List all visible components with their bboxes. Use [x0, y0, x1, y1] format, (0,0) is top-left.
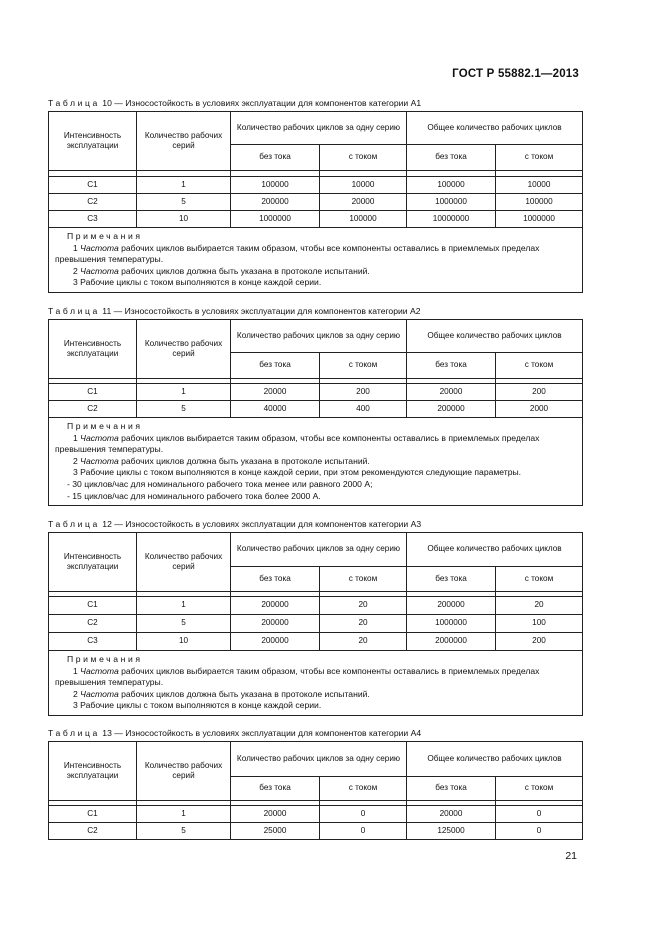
cell: 25000 — [231, 823, 320, 840]
cell: С2 — [49, 194, 137, 211]
header-series-count: Количество рабочих серий — [137, 742, 231, 801]
table-caption — [48, 98, 421, 108]
cell: 20000 — [320, 194, 407, 211]
header-series-count: Количество рабочих серий — [137, 320, 231, 379]
header-cycles-per-series: Количество рабочих циклов за одну серию — [231, 320, 407, 353]
header-with-current: с током — [496, 145, 583, 171]
notes-title: Примечания — [67, 421, 143, 431]
cell: 200 — [320, 384, 407, 401]
table-11 — [48, 319, 583, 506]
cell: С1 — [49, 806, 137, 823]
cell: 20 — [320, 633, 407, 651]
table-row — [49, 806, 583, 823]
caption-text: 12 — Износостойкость в условиях эксплуатации для компонентов категории А3 — [102, 519, 422, 529]
cell: С2 — [49, 823, 137, 840]
note-item: 1 Частота рабочих циклов выбирается таким образом, чтобы все компоненты оставались в приемлемых пределах превышения температуры. — [55, 242, 540, 265]
header-series-count: Количество рабочих серий — [137, 112, 231, 171]
header-total-cycles: Общее количество рабочих циклов — [407, 112, 583, 145]
cell: 5 — [137, 401, 231, 418]
notes-title: Примечания — [67, 231, 143, 241]
table-12 — [48, 532, 583, 716]
header-with-current: с током — [320, 145, 407, 171]
cell: 1000000 — [407, 194, 496, 211]
table-notes — [49, 228, 583, 293]
cell: 100000 — [496, 194, 583, 211]
note-item: 3 Рабочие циклы с током выполняются в конце каждой серии. — [73, 277, 322, 288]
caption-text: 13 — Износостойкость в условиях эксплуатации для компонентов категории А4 — [102, 728, 422, 738]
table-label: Таблица — [48, 519, 100, 529]
cell: 5 — [137, 615, 231, 633]
header-no-current: без тока — [231, 353, 320, 379]
cell: 1000000 — [496, 211, 583, 228]
table-row — [49, 401, 583, 418]
cell: 100000 — [231, 177, 320, 194]
table-notes — [49, 651, 583, 716]
cell: 1000000 — [407, 615, 496, 633]
cell: 20 — [320, 597, 407, 615]
cell: 200 — [496, 633, 583, 651]
caption-text: 11 — Износостойкость в условиях эксплуатации для компонентов категории А2 — [102, 306, 421, 316]
notes-title: Примечания — [67, 654, 143, 664]
cell: С3 — [49, 633, 137, 651]
table-caption — [48, 519, 421, 529]
header-with-current: с током — [320, 567, 407, 592]
cell: 2000000 — [407, 633, 496, 651]
header-cycles-per-series: Количество рабочих циклов за одну серию — [231, 533, 407, 567]
header-no-current: без тока — [407, 353, 496, 379]
header-with-current: с током — [320, 777, 407, 801]
table-label: Таблица — [48, 306, 100, 316]
table-label: Таблица — [48, 98, 100, 108]
cell: С2 — [49, 401, 137, 418]
cell: 200 — [496, 384, 583, 401]
cell: 5 — [137, 823, 231, 840]
header-total-cycles: Общее количество рабочих циклов — [407, 533, 583, 567]
header-intensity: Интенсивность эксплуатации — [49, 320, 137, 379]
document-code: ГОСТ Р 55882.1—2013 — [452, 68, 579, 80]
table-row — [49, 615, 583, 633]
cell: 20 — [496, 597, 583, 615]
cell: 0 — [320, 806, 407, 823]
cell: 10000000 — [407, 211, 496, 228]
cell: 5 — [137, 194, 231, 211]
note-item: 3 Рабочие циклы с током выполняются в конце каждой серии, при этом рекомендуются следующие параметры. — [73, 467, 522, 478]
header-cycles-per-series: Количество рабочих циклов за одну серию — [231, 112, 407, 145]
cell: 125000 — [407, 823, 496, 840]
header-total-cycles: Общее количество рабочих циклов — [407, 320, 583, 353]
cell: 200000 — [231, 633, 320, 651]
table-row — [49, 633, 583, 651]
table-row — [49, 211, 583, 228]
table-row — [49, 177, 583, 194]
cell: 20000 — [231, 384, 320, 401]
cell: С3 — [49, 211, 137, 228]
cell: 0 — [496, 823, 583, 840]
cell: 2000 — [496, 401, 583, 418]
cell: 100000 — [407, 177, 496, 194]
table-row — [49, 597, 583, 615]
cell: 10 — [137, 633, 231, 651]
header-series-count: Количество рабочих серий — [137, 533, 231, 592]
table-10 — [48, 111, 583, 293]
cell: С1 — [49, 384, 137, 401]
header-with-current: с током — [496, 777, 583, 801]
table-caption — [48, 306, 420, 316]
cell: 1 — [137, 177, 231, 194]
cell: 0 — [496, 806, 583, 823]
note-subitem: - 15 циклов/час для номинального рабочего тока более 2000 А. — [67, 490, 321, 501]
cell: 200000 — [407, 401, 496, 418]
note-item: 1 Частота рабочих циклов выбирается таким образом, чтобы все компоненты оставались в приемлемых пределах превышения температуры. — [55, 665, 540, 688]
cell: 200000 — [231, 194, 320, 211]
note-item: 2 Частота рабочих циклов должна быть указана в протоколе испытаний. — [73, 688, 370, 699]
table-row — [49, 194, 583, 211]
header-no-current: без тока — [407, 567, 496, 592]
cell: 1 — [137, 597, 231, 615]
cell: 10000 — [320, 177, 407, 194]
header-cycles-per-series: Количество рабочих циклов за одну серию — [231, 742, 407, 777]
cell: 20000 — [231, 806, 320, 823]
cell: 200000 — [231, 615, 320, 633]
cell: 200000 — [231, 597, 320, 615]
cell: 1000000 — [231, 211, 320, 228]
cell: 0 — [320, 823, 407, 840]
table-label: Таблица — [48, 728, 100, 738]
table-caption — [48, 728, 421, 738]
header-no-current: без тока — [407, 145, 496, 171]
cell: 10000 — [496, 177, 583, 194]
cell: 40000 — [231, 401, 320, 418]
note-item: 2 Частота рабочих циклов должна быть указана в протоколе испытаний. — [73, 455, 370, 466]
cell: 20000 — [407, 806, 496, 823]
header-no-current: без тока — [407, 777, 496, 801]
table-row — [49, 823, 583, 840]
header-with-current: с током — [320, 353, 407, 379]
cell: 20 — [320, 615, 407, 633]
page-number: 21 — [565, 850, 577, 862]
header-with-current: с током — [496, 567, 583, 592]
cell: С2 — [49, 615, 137, 633]
header-intensity: Интенсивность эксплуатации — [49, 742, 137, 801]
cell: 200000 — [407, 597, 496, 615]
cell: 1 — [137, 384, 231, 401]
cell: 20000 — [407, 384, 496, 401]
table-row — [49, 384, 583, 401]
note-item: 3 Рабочие циклы с током выполняются в конце каждой серии. — [73, 700, 322, 711]
table-13 — [48, 741, 583, 840]
cell: 100000 — [320, 211, 407, 228]
header-no-current: без тока — [231, 777, 320, 801]
cell: 1 — [137, 806, 231, 823]
cell: С1 — [49, 597, 137, 615]
table-notes — [49, 418, 583, 506]
header-intensity: Интенсивность эксплуатации — [49, 533, 137, 592]
header-total-cycles: Общее количество рабочих циклов — [407, 742, 583, 777]
header-with-current: с током — [496, 353, 583, 379]
header-intensity: Интенсивность эксплуатации — [49, 112, 137, 171]
cell: 400 — [320, 401, 407, 418]
cell: 100 — [496, 615, 583, 633]
header-no-current: без тока — [231, 145, 320, 171]
cell: С1 — [49, 177, 137, 194]
note-item: 1 Частота рабочих циклов выбирается таким образом, чтобы все компоненты оставались в приемлемых пределах превышения температуры. — [55, 432, 540, 455]
header-no-current: без тока — [231, 567, 320, 592]
note-item: 2 Частота рабочих циклов должна быть указана в протоколе испытаний. — [73, 265, 370, 276]
caption-text: 10 — Износостойкость в условиях эксплуатации для компонентов категории А1 — [102, 98, 422, 108]
note-subitem: - 30 циклов/час для номинального рабочего тока менее или равного 2000 А; — [67, 478, 373, 489]
cell: 10 — [137, 211, 231, 228]
